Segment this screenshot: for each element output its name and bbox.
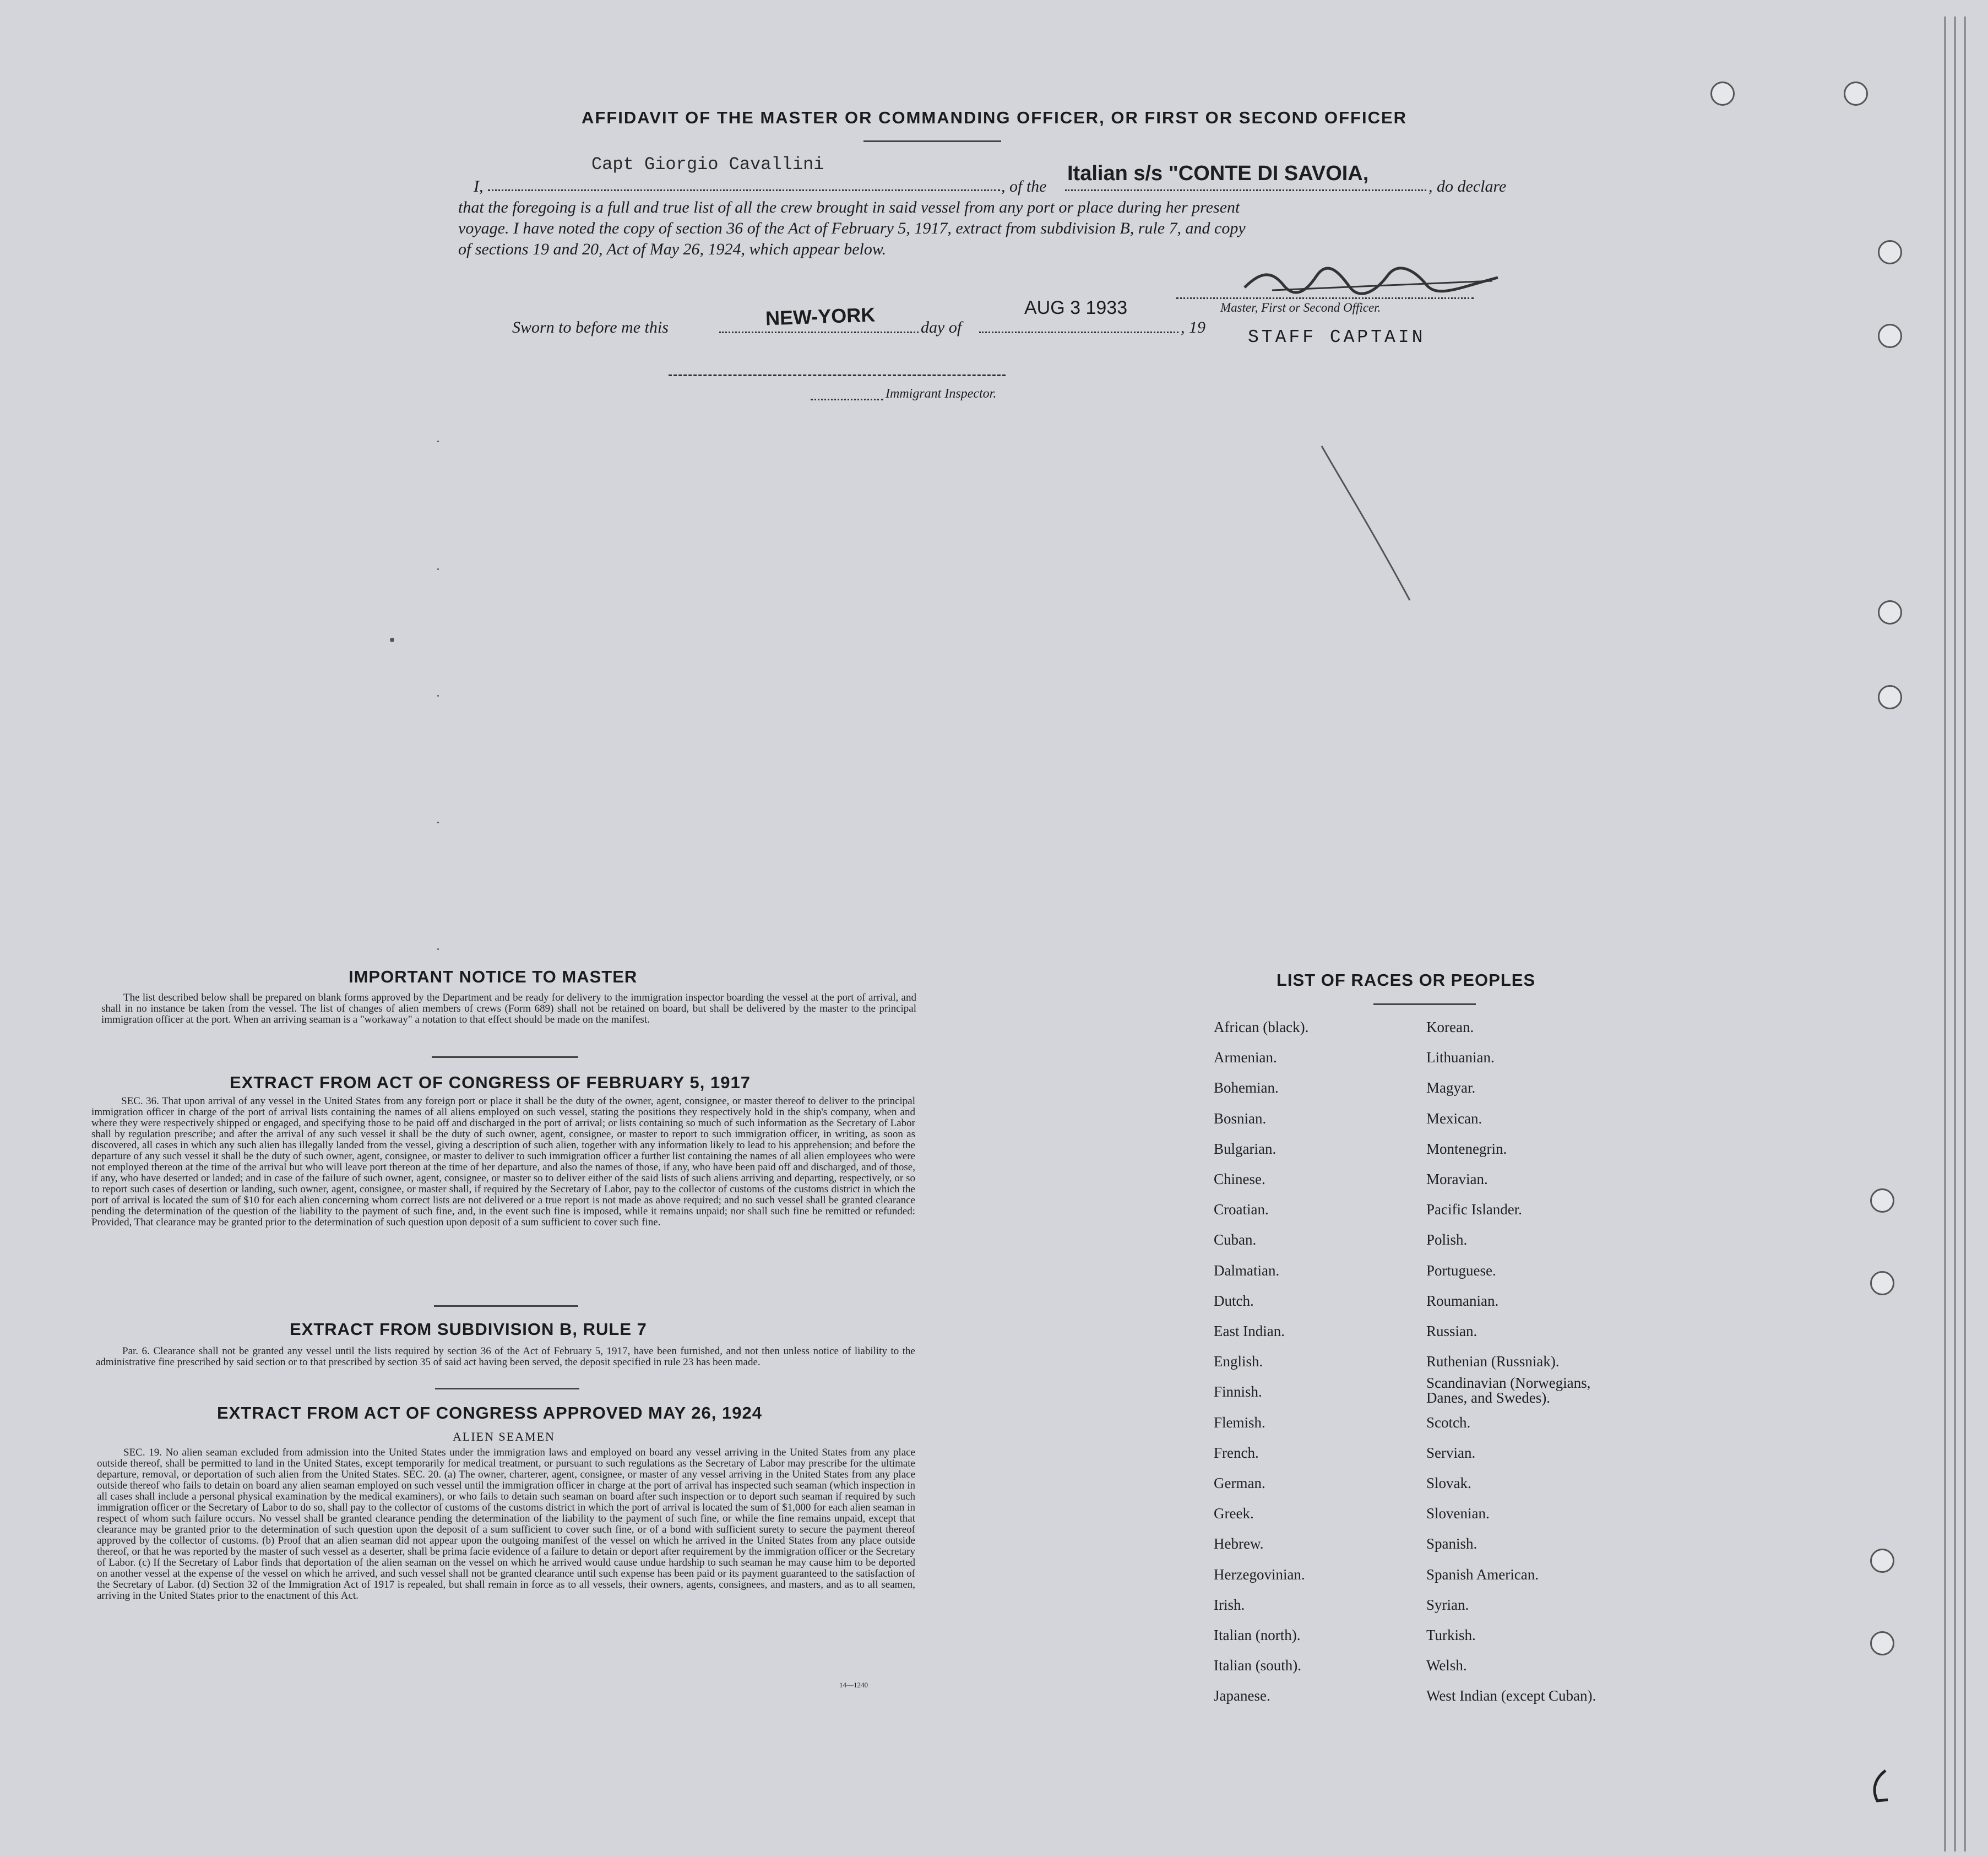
race-item: Slovak. [1426,1475,1471,1491]
signature-blank-line [1176,297,1474,299]
race-item: Croatian. [1214,1201,1269,1218]
race-item: Spanish American. [1426,1566,1539,1583]
inspector-signature-line [669,374,1006,376]
race-item: Flemish. [1214,1414,1265,1431]
divider [435,1388,579,1389]
extract-1924-heading: EXTRACT FROM ACT OF CONGRESS APPROVED MAY 26, 1924 [217,1403,762,1422]
vessel-blank-line [1065,189,1426,191]
sworn-label: Sworn to before me this [512,318,669,336]
race-item: German. [1214,1475,1265,1491]
race-item: English. [1214,1353,1263,1370]
race-item: Magyar. [1426,1079,1476,1096]
notice-text: The list described below shall be prepared on blank forms approved by the Department and be ready for delivery to the immigration inspector boarding the vessel at the port of arrival, and shall in no instance be taken from the vessel. The list of changes of alien members of crews (Form 689) shall not be retained on board, but shall be delivered by the master to the principal immigration officer at the port. When an arriving seaman is a "workaway" a notation to that effect should be made on the manifest. [101,992,916,1025]
dot-mark [390,638,394,642]
punch-hole-icon [1878,600,1902,625]
extract-rule7-text: Par. 6. Clearance shall not be granted any vessel until the lists required by section 36 of the Act of February 5, 1917, have been furnished, and not then unless notice of liability to the administrative fine prescribed by said section or to that prescribed by section 35 of said act having been served, the deposit specified in rule 23 has been made. [96,1345,915,1368]
do-declare-label: , do declare [1428,177,1507,196]
extract-rule7-heading: EXTRACT FROM SUBDIVISION B, RULE 7 [290,1320,647,1339]
affidavit-body-line: of sections 19 and 20, Act of May 26, 1924, which appear below. [458,240,887,258]
dot-mark [437,948,439,950]
races-heading: LIST OF RACES OR PEOPLES [1277,970,1536,990]
date-stamp: AUG 3 1933 [1024,297,1128,318]
race-item: Moravian. [1426,1171,1488,1187]
race-item: Herzegovinian. [1214,1566,1305,1583]
race-item: Russian. [1426,1323,1478,1339]
race-item: Cuban. [1214,1231,1257,1248]
page-curl-mark [1869,1768,1891,1806]
line-prefix: I, [474,177,484,196]
vessel-name: Italian s/s "CONTE DI SAVOIA, [1067,162,1369,185]
dot-mark [437,568,439,570]
dot-mark [437,822,439,823]
race-item: Scotch. [1426,1414,1471,1431]
of-the-label: , of the [1001,177,1047,196]
form-number: 14—1240 [839,1681,868,1689]
race-item: Portuguese. [1426,1262,1496,1279]
master-signature [1239,265,1503,298]
race-item: Dutch. [1214,1292,1254,1309]
race-item: Mexican. [1426,1110,1482,1127]
page-edge-strip [1944,17,1946,1851]
race-item: Roumanian. [1426,1292,1499,1309]
divider [434,1305,578,1307]
extract-1917-text: SEC. 36. That upon arrival of any vessel in the United States from any foreign port or place it shall be the duty of the owner, agent, consignee, or master thereof to deliver to the principal immigration officer in charge of the port of arrival lists containing the names of all aliens employed on such vessel, stating the positions they respectively hold in the ship's company, when and where they were respectively shipped or engaged, and specifying those to be paid off and discharged in the port of arrival; or lists containing so much of such information as the Secretary of Labor shall by regulation prescribe; and after the arrival of any such vessel it shall be the duty of such owner, agent, consignee, or master to report to such immigration officer, in writing, as soon as discovered, all cases in which any such alien has illegally landed from the vessel, giving a description of such alien, together with any information likely to lead to his apprehension; and before the departure of any such vessel it shall be the duty of such owner, agent, consignee, or master to deliver to such immigration officer a further list containing the names of all alien employees who were not employed thereon at the time of the arrival but who will leave port thereon at the time of her departure, and also the names of those, if any, who have been paid off and discharged, and of those, if any, who have deserted or landed; and in case of the failure of such owner, agent, consignee, or master so to deliver either of the said lists of such aliens arriving and departing, respectively, or so to report such cases of desertion or landing, such owner, agent, consignee, or master shall, if required by the Secretary of Labor, pay to the collector of customs of the customs district in which the port of arrival is located the sum of $10 for each alien concerning whom correct lists are not delivered or a true report is not made as above required; and no such vessel shall be granted clearance pending the determination of the question of the liability to the payment of such fine, and, in the event such fine is imposed, while it remains unpaid; nor shall such fine be remitted or refunded: Provided, That clearance may be granted prior to the determination of such question upon deposit of a sum sufficient to cover such fine. [91,1095,915,1228]
race-item: Irish. [1214,1596,1245,1613]
name-blank-line [488,189,1000,191]
page-edge-strip [1954,17,1956,1851]
race-item: Scandinavian (Norwegians, Danes, and Swedes). [1426,1375,1591,1407]
staff-captain-stamp: STAFF CAPTAIN [1248,327,1426,347]
race-item: Finnish. [1214,1383,1262,1400]
punch-hole-icon [1844,82,1868,106]
punch-hole-icon [1878,324,1902,348]
race-item: French. [1214,1444,1259,1461]
affidavit-body-line: voyage. I have noted the copy of section 36 of the Act of February 5, 1917, extract from subdivision B, rule 7, and copy [458,219,1246,237]
day-of-label: day of [921,318,962,336]
race-item: Greek. [1214,1505,1254,1522]
race-item: Syrian. [1426,1596,1469,1613]
race-item: Bulgarian. [1214,1140,1277,1157]
extract-1924-text: SEC. 19. No alien seaman excluded from admission into the United States under the immigration laws and employed on board any vessel arriving in the United States from any place outside thereof, shall be permitted to land in the United States, except temporarily for medical treatment, or pursuant to such regulations as the Secretary of Labor may prescribe for the ultimate departure, removal, or deportation of such alien from the United States. SEC. 20. (a) The owner, charterer, agent, consignee, or master of any vessel arriving in the United States from any place outside thereof who fails to detain on board any alien seaman employed on such vessel until the immigration officer in charge at the port of arrival has inspected such seaman (which inspection in all cases shall include a personal physical examination by the medical examiners), or who fails to detain such seaman on board after such inspection or to deport such seaman if required by such immigration officer or the Secretary of Labor to do so, shall pay to the collector of customs of the customs district in which the port of arrival is located the sum of $1,000 for each alien seaman in respect of whom such failure occurs. No vessel shall be granted clearance pending the determination of the liability to the payment of such fine, or while the fine remains unpaid, except that clearance may be granted prior to the determination of such question upon the deposit of a sum sufficient to cover such fine, or of a bond with sufficient surety to secure the payment thereof approved by the collector of customs. (b) Proof that an alien seaman did not appear upon the outgoing manifest of the vessel on which he arrived in the United States from any place outside thereof, or that he was reported by the master of such vessel as a deserter, shall be prima facie evidence of a failure to detain or deport after requirement by the immigration officer or the Secretary of Labor. (c) If the Secretary of Labor finds that deportation of the alien seaman on the vessel on which he arrived would cause undue hardship to such seaman he may cause him to be deported on another vessel at the expense of the vessel on which he arrived, and such vessel shall not be granted clearance until such expense has been paid or its payment guaranteed to the satisfaction of the Secretary of Labor. (d) Section 32 of the Immigration Act of 1917 is repealed, but shall remain in force as to all vessels, their owners, agents, consignees, and masters, and as to all seamen, arriving in the United States prior to the enactment of this Act. [97,1447,915,1601]
page-edge-strip [1964,17,1966,1851]
race-item: Lithuanian. [1426,1049,1495,1066]
race-item: Servian. [1426,1444,1476,1461]
affidavit-body-line: that the foregoing is a full and true list of all the crew brought in said vessel from any port or place during her present [458,198,1240,216]
race-item: Dalmatian. [1214,1262,1280,1279]
race-item: Turkish. [1426,1627,1476,1643]
inspector-dots [811,399,883,400]
punch-hole-icon [1870,1631,1894,1655]
race-item: Polish. [1426,1231,1468,1248]
sworn-place-stamp: NEW-YORK [765,303,876,330]
punch-hole-icon [1878,240,1902,264]
race-item: Spanish. [1426,1535,1478,1552]
race-item: Chinese. [1214,1171,1265,1187]
notice-heading: IMPORTANT NOTICE TO MASTER [349,967,638,986]
date-blank-line [979,332,1178,333]
race-item: Slovenian. [1426,1505,1490,1522]
race-item: Japanese. [1214,1687,1270,1704]
race-item: Bosnian. [1214,1110,1267,1127]
extract-1917-heading: EXTRACT FROM ACT OF CONGRESS OF FEBRUARY 5, 1917 [230,1073,751,1092]
race-item: Ruthenian (Russniak). [1426,1353,1560,1370]
alien-seamen-subheading: ALIEN SEAMEN [453,1430,555,1443]
race-item: Armenian. [1214,1049,1277,1066]
punch-hole-icon [1710,82,1735,106]
dot-mark [437,695,439,697]
pencil-mark [1311,441,1421,606]
divider [432,1056,578,1058]
inspector-caption: Immigrant Inspector. [886,387,997,401]
race-item: African (black). [1214,1019,1309,1035]
race-item: Welsh. [1426,1657,1467,1674]
divider [1373,1003,1476,1005]
punch-hole-icon [1870,1188,1894,1213]
divider [863,140,1001,142]
race-item: Korean. [1426,1019,1474,1035]
dot-mark [437,441,439,442]
race-item: Pacific Islander. [1426,1201,1522,1218]
punch-hole-icon [1870,1271,1894,1295]
race-item: Italian (north). [1214,1627,1301,1643]
master-caption: Master, First or Second Officer. [1220,301,1381,314]
year-label: , 19 [1181,318,1205,336]
affidavit-heading: AFFIDAVIT OF THE MASTER OR COMMANDING OFFICER, OR FIRST OR SECOND OFFICER [582,108,1408,127]
race-item: Italian (south). [1214,1657,1301,1674]
race-item: Hebrew. [1214,1535,1264,1552]
race-item: West Indian (except Cuban). [1426,1687,1596,1704]
race-item: Montenegrin. [1426,1140,1507,1157]
punch-hole-icon [1878,685,1902,709]
punch-hole-icon [1870,1549,1894,1573]
race-item: East Indian. [1214,1323,1285,1339]
sworn-place-line [719,332,919,333]
officer-name: Capt Giorgio Cavallini [591,154,824,175]
race-item: Bohemian. [1214,1079,1279,1096]
